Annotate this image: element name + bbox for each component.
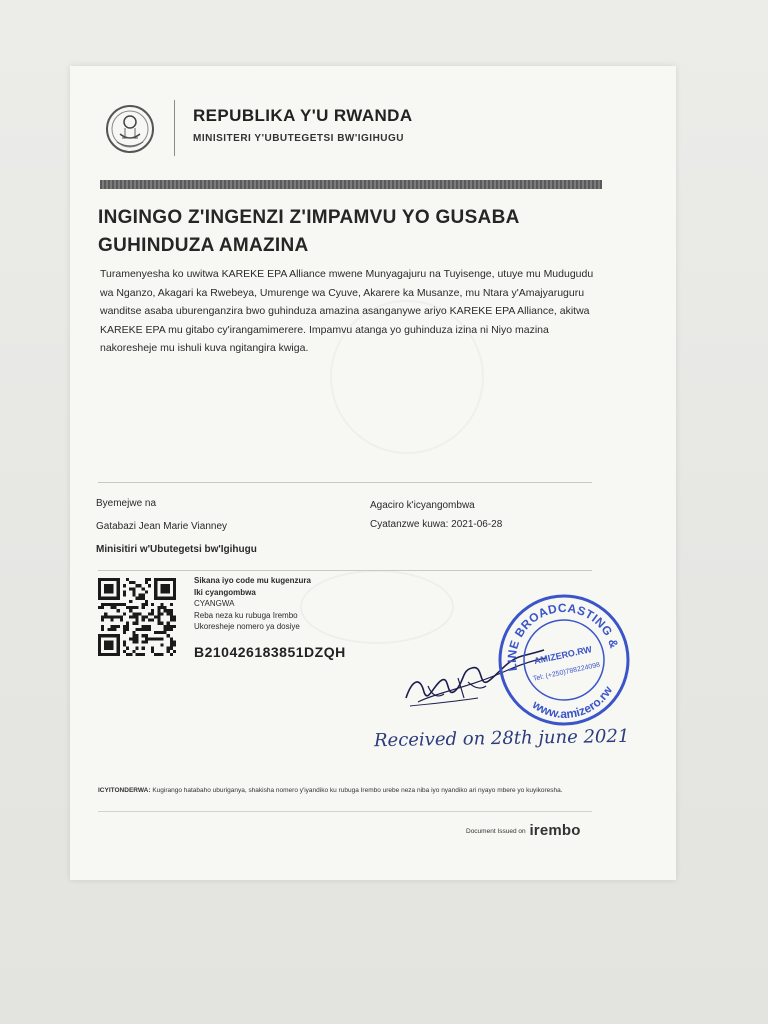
or-line: CYANGWA (194, 599, 235, 608)
scan-instruction: Sikana iyo code mu kugenzura (194, 576, 311, 585)
notice-text: Kugirango hatabaho uburiganya, shakisha nomero y'iyandiko ku rubuga Irembo urebe neza niba iyo nyandiko ari nyayo mbere yo kuyikoresha. (152, 787, 563, 794)
document-body: Turamenyesha ko uwitwa KAREKE EPA Alliance mwene Munyagajuru na Tuyisenge, utuye mu Mudugudu wa Nganzo, Akagari ka Rwebeya, Umurenge wa Cyuve, Akarere ka Musanze, mu Ntara y'Amajyaruguru wanditse asaba uburenganzira bwo guhinduza amazina asanganywe ariyo KAREKE EPA Alliance, akitwa KAREKE EPA mu gitabo cy'irangamimerere. Impamvu atanga yo guhinduza izina ni Niyo mazina nakoresheje mu ishuli kuva ngitangira kwiga. (100, 268, 594, 354)
issued-on (466, 822, 581, 839)
stamp-phone-text: Tel: (+250)788224098 (532, 661, 601, 683)
verification-notice (98, 785, 598, 796)
signatory-name: Gatabazi Jean Marie Vianney (96, 521, 228, 532)
document-title: INGINGO Z'INGENZI Z'IMPAMVU YO GUSABA GUHINDUZA AMAZINA (98, 207, 519, 256)
republic-title: REPUBLIKA Y'U RWANDA (193, 106, 413, 125)
issued-label: Document Issued on (466, 828, 526, 835)
validity-block (370, 500, 502, 538)
qr-code-icon (98, 578, 176, 656)
amizero-stamp (496, 592, 632, 728)
stamp-center-text: AMIZERO.RW (533, 644, 593, 667)
watermark-seal-lower (300, 570, 454, 644)
visit-instruction: Reba neza ku rubuga Irembo (194, 610, 298, 620)
issue-date: Cyatanzwe kuwa: 2021-06-28 (370, 519, 503, 530)
stamp-ring-text: ONLINE BROADCASTING & (504, 600, 622, 673)
section-divider (98, 570, 592, 571)
received-annotation: Received on 28th june 2021 (373, 725, 630, 752)
rwanda-coat-of-arms-icon (105, 104, 155, 154)
approved-by-label: Byemejwe na (96, 498, 157, 509)
irembo-logo: irembo (529, 822, 581, 839)
footer-divider (98, 811, 592, 812)
verification-instructions (194, 576, 311, 634)
signatory-block (96, 498, 257, 567)
document-line: Iki cyangombwa (194, 587, 256, 597)
section-divider (98, 482, 592, 483)
header-divider (174, 100, 175, 156)
header-band (100, 180, 602, 189)
validity-label: Agaciro k'icyangombwa (370, 500, 475, 511)
signatory-title: Minisitiri w'Ubutegetsi bw'Igihugu (96, 544, 257, 555)
ministry-subtitle: MINISITERI Y'UBUTEGETSI BW'IGIHUGU (193, 133, 405, 144)
verification-code: B210426183851DZQH (194, 644, 346, 660)
enter-instruction: Ukoresheje nomero ya dosiye (194, 622, 300, 631)
notice-label: ICYITONDERWA: (98, 787, 151, 794)
stamp-web-text: www.amizero.rw (530, 683, 616, 722)
